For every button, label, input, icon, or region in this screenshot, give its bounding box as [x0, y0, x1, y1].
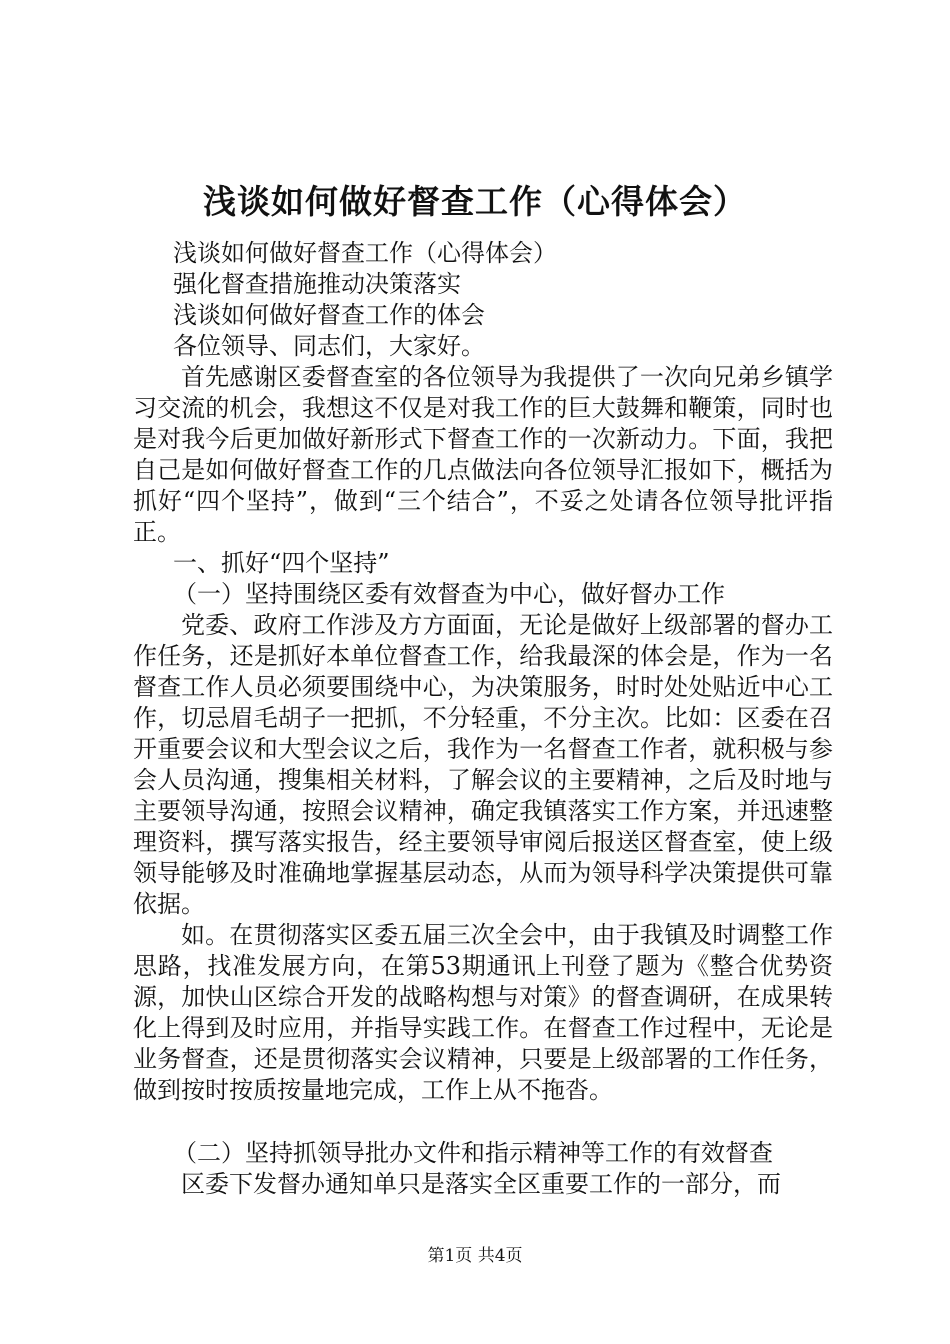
paragraph-body-1: 党委、政府工作涉及方方面面，无论是做好上级部署的督办工作任务，还是抓好本单位督查工作，给我最深的体会是，作为一名督查工作人员必须要围绕中心，为决策服务，时时处处贴近中心工作，切忌眉毛胡子一把抓，不分轻重，不分主次。比如：区委在召开重要会议和大型会议之后，我作为一名督查工作者，就积极与参会人员沟通，搜集相关材料，了解会议的主要精神，之后及时地与主要领导沟通，按照会议精神，确定我镇落实工作方案，并迅速整理资料，撰写落实报告，经主要领导审阅后报送区督查室，使上级领导能够及时准确地掌握基层动态，从而为领导科学决策提供可靠依据。 — [133, 611, 833, 918]
subsection-heading-two: （二）坚持抓领导批办文件和指示精神等工作的有效督查 — [173, 1139, 773, 1167]
paragraph-body-2: 如。在贯彻落实区委五届三次全会中，由于我镇及时调整工作思路，找准发展方向，在第53期通讯上刊登了题为《整合优势资源，加快山区综合开发的战略构想与对策》的督查调研，在成果转化上得到及时应用，并指导实践工作。在督查工作过程中，无论是业务督查，还是贯彻落实会议精神，只要是上级部署的工作任务，做到按时按质按量地完成，工作上从不拖沓。 — [133, 921, 833, 1104]
paragraph-heading-2: 强化督查措施推动决策落实 — [173, 270, 461, 298]
page-number-footer: 第1页 共4页 — [427, 1246, 523, 1266]
subsection-heading-one: （一）坚持围绕区委有效督查为中心，做好督办工作 — [173, 580, 725, 608]
paragraph-heading-1: 浅谈如何做好督查工作（心得体会） — [173, 239, 557, 267]
document-title: 浅谈如何做好督查工作（心得体会） — [203, 182, 747, 221]
paragraph-heading-3: 浅谈如何做好督查工作的体会 — [173, 301, 485, 329]
paragraph-greeting: 各位领导、同志们，大家好。 — [173, 332, 485, 360]
paragraph-body-3: 区委下发督办通知单只是落实全区重要工作的一部分，而 — [181, 1170, 781, 1198]
section-heading-one: 一、抓好“四个坚持” — [173, 549, 390, 577]
document-body — [133, 238, 833, 1200]
paragraph-intro: 首先感谢区委督查室的各位领导为我提供了一次向兄弟乡镇学习交流的机会，我想这不仅是对我工作的巨大鼓舞和鞭策，同时也是对我今后更加做好新形式下督查工作的一次新动力。下面，我把自己是如何做好督查工作的几点做法向各位领导汇报如下，概括为抓好“四个坚持”，做到“三个结合”，不妥之处请各位领导批评指正。 — [133, 363, 833, 546]
